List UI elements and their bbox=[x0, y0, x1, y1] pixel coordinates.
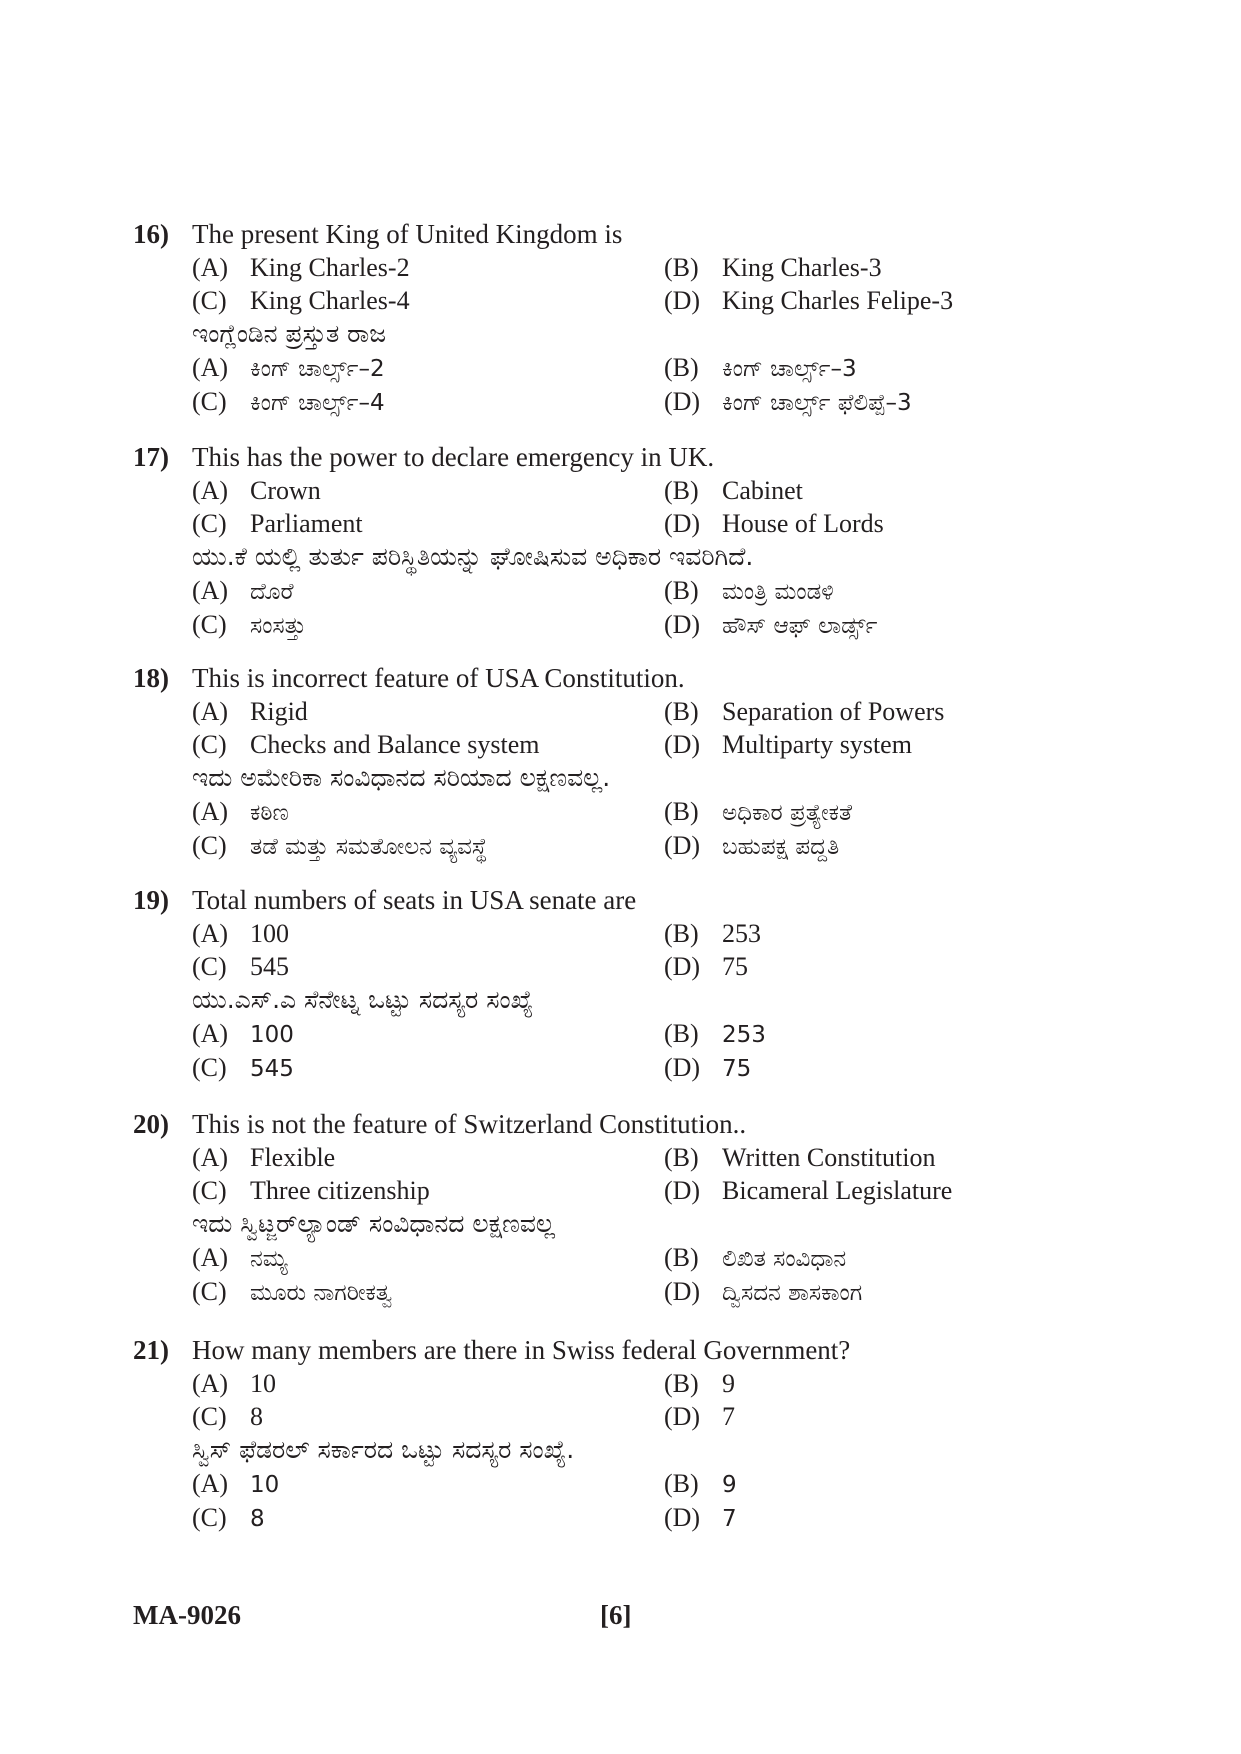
option-letter: (A) bbox=[192, 697, 229, 726]
option-text: ಹೌಸ್ ಆಫ್ ಲಾರ್ಡ್ಸ್ bbox=[722, 613, 878, 639]
option-text: 9 bbox=[722, 1369, 735, 1398]
option-letter: (D) bbox=[664, 286, 701, 315]
option-letter: (C) bbox=[192, 730, 227, 759]
option-row bbox=[133, 795, 1093, 829]
option-text: ಕಠಿಣ bbox=[250, 800, 289, 826]
option bbox=[664, 1241, 846, 1276]
option-letter: (B) bbox=[664, 1243, 699, 1272]
option bbox=[192, 1367, 276, 1400]
option-letter: (D) bbox=[664, 1053, 701, 1082]
option bbox=[664, 1051, 751, 1086]
question-line bbox=[133, 441, 1093, 474]
option bbox=[192, 284, 410, 317]
question-text: Total numbers of seats in USA senate are bbox=[192, 885, 637, 915]
option-letter: (A) bbox=[192, 576, 229, 605]
option-letter: (D) bbox=[664, 509, 701, 538]
option-text: Written Constitution bbox=[722, 1143, 936, 1172]
option-text: 545 bbox=[250, 1056, 294, 1082]
option-letter: (A) bbox=[192, 1369, 229, 1398]
question-text: The present King of United Kingdom is bbox=[192, 219, 623, 249]
option-text: Bicameral Legislature bbox=[722, 1176, 953, 1205]
option bbox=[664, 1275, 862, 1310]
option bbox=[192, 474, 321, 507]
option-text: 10 bbox=[250, 1369, 276, 1398]
option bbox=[664, 728, 912, 761]
option-text: King Charles-3 bbox=[722, 253, 882, 282]
option-letter: (D) bbox=[664, 610, 701, 639]
option-letter: (C) bbox=[192, 1176, 227, 1205]
option bbox=[192, 574, 294, 609]
option bbox=[664, 1367, 735, 1400]
option bbox=[192, 1241, 288, 1276]
option-text: Multiparty system bbox=[722, 730, 912, 759]
option-text: 9 bbox=[722, 1472, 737, 1498]
question-line bbox=[133, 218, 1093, 251]
option-text: 7 bbox=[722, 1402, 735, 1431]
question-number: 19) bbox=[133, 885, 169, 915]
option-letter: (D) bbox=[664, 1277, 701, 1306]
option bbox=[192, 1174, 430, 1207]
option-letter: (A) bbox=[192, 353, 229, 382]
option-text: Checks and Balance system bbox=[250, 730, 540, 759]
option-text: 7 bbox=[722, 1506, 737, 1532]
question-text: This has the power to declare emergency in UK. bbox=[192, 442, 715, 472]
option-letter: (B) bbox=[664, 1469, 699, 1498]
option-text: 253 bbox=[722, 1022, 766, 1048]
option-letter: (B) bbox=[664, 1369, 699, 1398]
option-letter: (C) bbox=[192, 1053, 227, 1082]
option-letter: (D) bbox=[664, 387, 701, 416]
option bbox=[664, 1501, 737, 1536]
option-text: ತಡೆ ಮತ್ತು ಸಮತೋಲನ ವ್ಯವಸ್ಥೆ bbox=[250, 834, 488, 860]
option bbox=[192, 1275, 392, 1310]
option-letter: (C) bbox=[192, 387, 227, 416]
option-row bbox=[133, 1017, 1093, 1051]
option-row bbox=[133, 695, 1093, 728]
option bbox=[664, 608, 877, 643]
page-number: [6] bbox=[600, 1600, 632, 1630]
option-letter: (D) bbox=[664, 952, 701, 981]
question-line bbox=[133, 1108, 1093, 1141]
option-row bbox=[133, 829, 1093, 863]
option-text: 75 bbox=[722, 1056, 752, 1082]
option-text: ದ್ವಿಸದನ ಶಾಸಕಾಂಗ bbox=[722, 1280, 863, 1306]
option-letter: (D) bbox=[664, 730, 701, 759]
option bbox=[192, 608, 306, 643]
option-letter: (A) bbox=[192, 1243, 229, 1272]
question-line bbox=[133, 884, 1093, 917]
option bbox=[664, 1017, 766, 1052]
option bbox=[664, 474, 803, 507]
option bbox=[192, 728, 540, 761]
option-letter: (D) bbox=[664, 1176, 701, 1205]
question-text: This is incorrect feature of USA Constitution. bbox=[192, 663, 685, 693]
option bbox=[664, 1400, 735, 1433]
option-text: ನಮ್ಯ bbox=[250, 1246, 288, 1272]
option bbox=[664, 1467, 737, 1502]
option bbox=[664, 351, 857, 386]
question-line bbox=[133, 662, 1093, 695]
option-letter: (B) bbox=[664, 1143, 699, 1172]
option bbox=[664, 950, 748, 983]
option bbox=[192, 950, 289, 983]
option-text: 100 bbox=[250, 919, 289, 948]
option bbox=[664, 1141, 935, 1174]
option-text: 75 bbox=[722, 952, 748, 981]
question-line bbox=[133, 1334, 1093, 1367]
option bbox=[192, 829, 487, 864]
option-text: 545 bbox=[250, 952, 289, 981]
option-row bbox=[133, 1051, 1093, 1085]
option-row bbox=[133, 1275, 1093, 1309]
option-letter: (A) bbox=[192, 797, 229, 826]
option-text: King Charles-4 bbox=[250, 286, 410, 315]
option bbox=[664, 574, 834, 609]
question-block bbox=[133, 662, 1093, 863]
option-text: ಮೂರು ನಾಗರೀಕತ್ವ bbox=[250, 1280, 393, 1306]
option-text: Rigid bbox=[250, 697, 308, 726]
option bbox=[664, 829, 839, 864]
option-letter: (C) bbox=[192, 1277, 227, 1306]
option-text: 253 bbox=[722, 919, 761, 948]
option-letter: (A) bbox=[192, 476, 229, 505]
option-row bbox=[133, 474, 1093, 507]
question-block bbox=[133, 884, 1093, 1085]
option bbox=[192, 1017, 294, 1052]
option-row bbox=[133, 728, 1093, 761]
option-row bbox=[133, 284, 1093, 317]
option-letter: (B) bbox=[664, 576, 699, 605]
option-text: ದೊರೆ bbox=[250, 579, 294, 605]
option bbox=[664, 385, 912, 420]
question-text-kannada: ಇದು ಅಮೇರಿಕಾ ಸಂವಿಧಾನದ ಸರಿಯಾದ ಲಕ್ಷಣವಲ್ಲ. bbox=[192, 763, 611, 792]
question-number: 17) bbox=[133, 442, 169, 472]
option-text: ಮಂತ್ರಿ ಮಂಡಳಿ bbox=[722, 579, 834, 605]
option bbox=[192, 1400, 263, 1433]
option-letter: (D) bbox=[664, 831, 701, 860]
option-row bbox=[133, 950, 1093, 983]
option bbox=[192, 917, 289, 950]
option bbox=[192, 351, 385, 386]
option-letter: (C) bbox=[192, 610, 227, 639]
option-row bbox=[133, 1174, 1093, 1207]
option-text: Separation of Powers bbox=[722, 697, 945, 726]
option-text: 10 bbox=[250, 1472, 280, 1498]
option-text: House of Lords bbox=[722, 509, 884, 538]
option-row bbox=[133, 1501, 1093, 1535]
question-text-kannada: ಇದು ಸ್ವಿಟ್ಜರ್‌ಲ್ಯಾಂಡ್ ಸಂವಿಧಾನದ ಲಕ್ಷಣವಲ್ಲ bbox=[192, 1209, 556, 1238]
option-row bbox=[133, 574, 1093, 608]
question-block bbox=[133, 1108, 1093, 1309]
question-number: 20) bbox=[133, 1109, 169, 1139]
option-text: Crown bbox=[250, 476, 321, 505]
option-text: ಅಧಿಕಾರ ಪ್ರತ್ಯೇಕತೆ bbox=[722, 800, 853, 826]
option-text: Flexible bbox=[250, 1143, 336, 1172]
option-row bbox=[133, 251, 1093, 284]
question-text-kannada: ಯು.ಕೆ ಯಲ್ಲಿ ತುರ್ತು ಪರಿಸ್ಥಿತಿಯನ್ನು ಘೋಷಿಸುವ ಅಧಿಕಾರ ಇವರಿಗಿದೆ. bbox=[192, 542, 754, 571]
option-letter: (C) bbox=[192, 286, 227, 315]
option-letter: (C) bbox=[192, 509, 227, 538]
option-letter: (A) bbox=[192, 1469, 229, 1498]
option-text: ಸಂಸತ್ತು bbox=[250, 613, 307, 639]
option-text: ಕಿಂಗ್ ಚಾರ್ಲ್ಸ್–2 bbox=[250, 356, 385, 382]
option bbox=[192, 1501, 265, 1536]
option bbox=[192, 695, 308, 728]
option-row bbox=[133, 1467, 1093, 1501]
option-row bbox=[133, 608, 1093, 642]
option-text: Parliament bbox=[250, 509, 363, 538]
option-text: 100 bbox=[250, 1022, 294, 1048]
option-row bbox=[133, 1400, 1093, 1433]
option-letter: (B) bbox=[664, 476, 699, 505]
option-letter: (A) bbox=[192, 1143, 229, 1172]
option-text: Three citizenship bbox=[250, 1176, 430, 1205]
option-text: ಲಿಖಿತ ಸಂವಿಧಾನ bbox=[722, 1246, 847, 1272]
question-text: This is not the feature of Switzerland Constitution.. bbox=[192, 1109, 747, 1139]
option bbox=[192, 1467, 279, 1502]
question-text-kannada: ಯು.ಎಸ್.ಎ ಸೆನೇಟ್ನ ಒಟ್ಟು ಸದಸ್ಯರ ಸಂಖ್ಯೆ bbox=[192, 985, 534, 1014]
option bbox=[192, 1051, 294, 1086]
option bbox=[192, 385, 385, 420]
question-text-kannada: ಇಂಗ್ಲೆಂಡಿನ ಪ್ರಸ್ತುತ ರಾಜ bbox=[192, 319, 387, 348]
question-number: 16) bbox=[133, 219, 169, 249]
option-text: King Charles-2 bbox=[250, 253, 410, 282]
option bbox=[192, 1141, 335, 1174]
option-letter: (C) bbox=[192, 1402, 227, 1431]
option-letter: (C) bbox=[192, 952, 227, 981]
option-letter: (C) bbox=[192, 1503, 227, 1532]
option-row bbox=[133, 1367, 1093, 1400]
option bbox=[192, 251, 410, 284]
option-letter: (A) bbox=[192, 1019, 229, 1048]
option-row bbox=[133, 507, 1093, 540]
option-text: ಕಿಂಗ್ ಚಾರ್ಲ್ಸ್ ಫೆಲಿಪ್ಪೆ–3 bbox=[722, 390, 912, 416]
option-letter: (B) bbox=[664, 797, 699, 826]
option-text: ಬಹುಪಕ್ಷ ಪದ್ದತಿ bbox=[722, 834, 840, 860]
option-text: 8 bbox=[250, 1402, 263, 1431]
option bbox=[664, 1174, 952, 1207]
option bbox=[192, 507, 363, 540]
option bbox=[664, 284, 953, 317]
option bbox=[664, 917, 761, 950]
question-number: 18) bbox=[133, 663, 169, 693]
option-letter: (B) bbox=[664, 353, 699, 382]
option bbox=[664, 695, 944, 728]
option-letter: (A) bbox=[192, 253, 229, 282]
option-letter: (D) bbox=[664, 1402, 701, 1431]
option bbox=[192, 795, 289, 830]
option bbox=[664, 251, 882, 284]
option-row bbox=[133, 385, 1093, 419]
option-row bbox=[133, 1141, 1093, 1174]
question-text-kannada: ಸ್ವಿಸ್ ಫೆಡರಲ್ ಸರ್ಕಾರದ ಒಟ್ಟು ಸದಸ್ಯರ ಸಂಖ್ಯೆ. bbox=[192, 1435, 575, 1464]
option-text: Cabinet bbox=[722, 476, 803, 505]
option-letter: (C) bbox=[192, 831, 227, 860]
option-text: ಕಿಂಗ್ ಚಾರ್ಲ್ಸ್–3 bbox=[722, 356, 857, 382]
option-letter: (D) bbox=[664, 1503, 701, 1532]
option-letter: (B) bbox=[664, 253, 699, 282]
option-text: ಕಿಂಗ್ ಚಾರ್ಲ್ಸ್–4 bbox=[250, 390, 385, 416]
question-block bbox=[133, 441, 1093, 642]
option-letter: (B) bbox=[664, 919, 699, 948]
option-letter: (B) bbox=[664, 1019, 699, 1048]
option bbox=[664, 795, 852, 830]
option-text: 8 bbox=[250, 1506, 265, 1532]
option-letter: (A) bbox=[192, 919, 229, 948]
question-text: How many members are there in Swiss federal Government? bbox=[192, 1335, 851, 1365]
option-row bbox=[133, 1241, 1093, 1275]
option bbox=[664, 507, 884, 540]
paper-code: MA-9026 bbox=[133, 1600, 241, 1630]
option-letter: (B) bbox=[664, 697, 699, 726]
option-text: King Charles Felipe-3 bbox=[722, 286, 954, 315]
question-number: 21) bbox=[133, 1335, 169, 1365]
option-row bbox=[133, 917, 1093, 950]
question-block bbox=[133, 218, 1093, 419]
question-block bbox=[133, 1334, 1093, 1535]
option-row bbox=[133, 351, 1093, 385]
